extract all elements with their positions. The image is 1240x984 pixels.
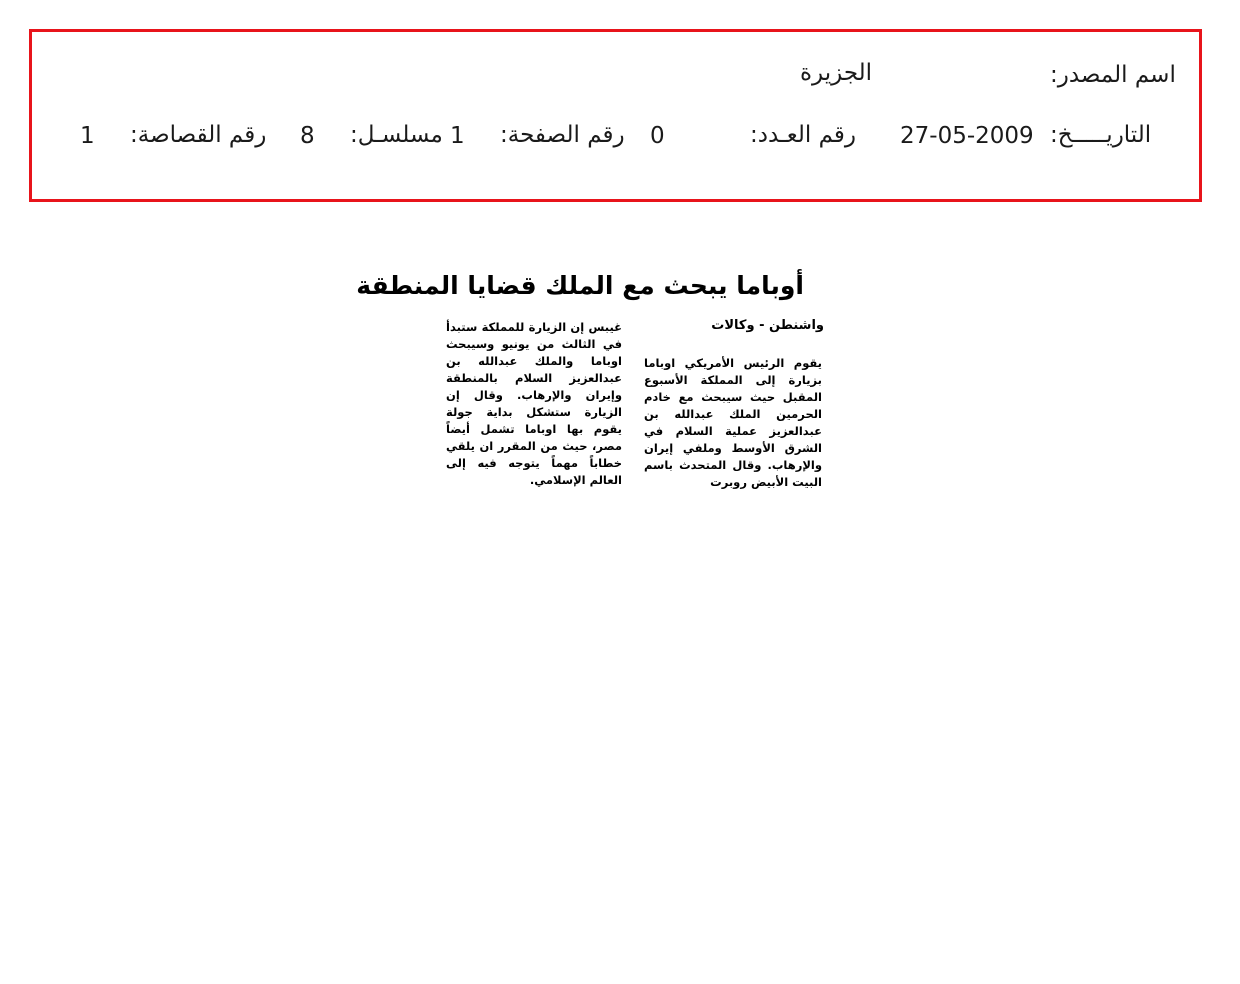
page-label: رقم الصفحة:	[500, 122, 625, 148]
article-column-1: يقوم الرئيس الأمريكي اوباما بزيارة إلى المملكة الأسبوع المقبل حيث سيبحث مع خادم الحرمين الملك عبدالله بن عبدالعزيز عملية السلام في الشرق الأوسط وملفي إيران والإرهاب. وقال المتحدث باسم البيت الأبيض روبرت	[644, 356, 822, 489]
serial-value: 8	[300, 123, 315, 149]
source-label: اسم المصدر:	[1050, 62, 1176, 88]
clip-label: رقم القصاصة:	[130, 122, 267, 148]
issue-label: رقم العـدد:	[750, 122, 857, 148]
date-label: التاريـــــخ:	[1050, 122, 1152, 148]
source-value: الجزيرة	[800, 60, 873, 86]
clipping-info-box	[29, 29, 1202, 202]
serial-label: مسلسـل:	[350, 122, 443, 148]
article-column-2: غيبس إن الزيارة للمملكة ستبدأ في الثالث من يونيو وسيبحث اوباما والملك عبدالله بن عبدالعزيز السلام بالمنطقة وإيران والإرهاب. وقال إن الزيارة ستشكل بداية جولة يقوم بها اوباما تشمل أيضاً مصر، حيث من المقرر ان يلقي خطاباً مهماً يتوجه فيه إلى العالم الإسلامي.	[446, 320, 622, 487]
article-headline: أوباما يبحث مع الملك قضايا المنطقة	[356, 271, 804, 300]
page-value: 1	[450, 123, 465, 149]
article-byline: واشنطن - وكالات	[711, 318, 824, 333]
date-value: 27-05-2009	[900, 123, 1034, 149]
newspaper-clipping	[356, 263, 844, 491]
clip-value: 1	[80, 123, 95, 149]
issue-value: 0	[650, 123, 665, 149]
